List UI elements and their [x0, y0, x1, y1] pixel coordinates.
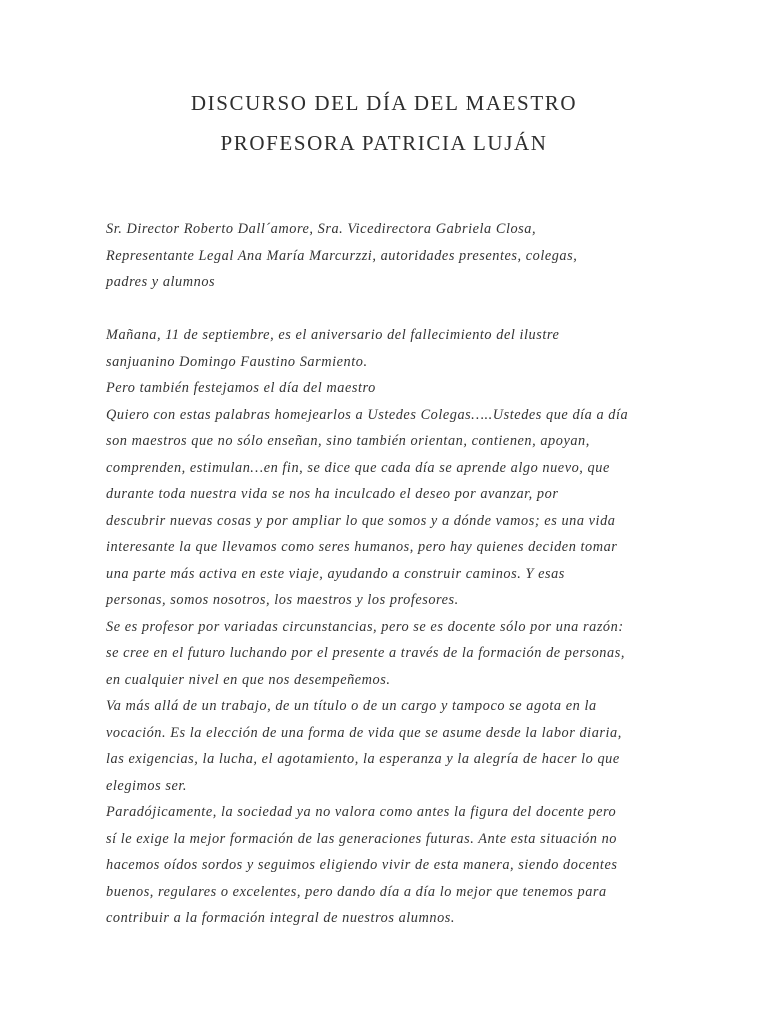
text-line: Paradójicamente, la sociedad ya no valora como antes la figura del docente pero: [106, 804, 617, 820]
greeting-paragraph: [106, 216, 666, 296]
document-title: DISCURSO DEL DÍA DEL MAESTRO: [190, 91, 578, 115]
text-line: son maestros que no sólo enseñan, sino también orientan, contienen, apoyan,: [106, 433, 590, 449]
text-line: Quiero con estas palabras homejearlos a Ustedes Colegas…..Ustedes que día a día: [106, 406, 629, 423]
text-line: durante toda nuestra vida se nos ha inculcado el deseo por avanzar, por: [106, 486, 559, 502]
text-line: buenos, regulares o excelentes, pero dando día a día lo mejor que tenemos para: [106, 883, 607, 900]
text-line: Va más allá de un trabajo, de un título o de un cargo y tampoco se agota en la: [106, 698, 597, 714]
text-line: Se es profesor por variadas circunstancias, pero se es docente sólo por una razón:: [106, 618, 624, 635]
greeting-line: Sr. Director Roberto Dall´amore, Sra. Vicedirectora Gabriela Closa,: [106, 221, 537, 237]
text-line: Mañana, 11 de septiembre, es el aniversario del fallecimiento del ilustre: [106, 327, 560, 343]
document-body: [106, 216, 666, 932]
text-line: comprenden, estimulan…en fin, se dice que cada día se aprende algo nuevo, que: [106, 459, 610, 476]
text-line: se cree en el futuro luchando por el presente a través de la formación de personas,: [106, 645, 625, 661]
greeting-line: Representante Legal Ana María Marcurzzi, autoridades presentes, colegas,: [106, 247, 578, 264]
text-line: sí le exige la mejor formación de las generaciones futuras. Ante esta situación no: [106, 830, 618, 847]
text-line: en cualquier nivel en que nos desempeñemos.: [106, 671, 391, 688]
text-line: sanjuanino Domingo Faustino Sarmiento.: [106, 353, 368, 370]
text-line: hacemos oídos sordos y seguimos eligiendo vivir de esta manera, siendo docentes: [106, 857, 618, 873]
document-subtitle: PROFESORA PATRICIA LUJÁN: [220, 131, 548, 155]
text-line: elegimos ser.: [106, 777, 188, 794]
text-line: una parte más activa en este viaje, ayudando a construir caminos. Y esas: [106, 565, 565, 582]
text-line: vocación. Es la elección de una forma de vida que se asume desde la labor diaria,: [106, 724, 622, 741]
text-line: contribuir a la formación integral de nuestros alumnos.: [106, 910, 456, 926]
paragraph-gap: [106, 296, 666, 323]
text-line: las exigencias, la lucha, el agotamiento, la esperanza y la alegría de hacer lo que: [106, 751, 620, 767]
text-line: descubrir nuevas cosas y por ampliar lo que somos y a dónde vamos; es una vida: [106, 512, 616, 529]
greeting-line: padres y alumnos: [106, 274, 216, 290]
text-line: Pero también festejamos el día del maestro: [106, 380, 376, 396]
text-line: personas, somos nosotros, los maestros y los profesores.: [106, 592, 459, 608]
text-line: interesante la que llevamos como seres humanos, pero hay quienes deciden tomar: [106, 539, 618, 555]
speech-text: [106, 322, 666, 932]
